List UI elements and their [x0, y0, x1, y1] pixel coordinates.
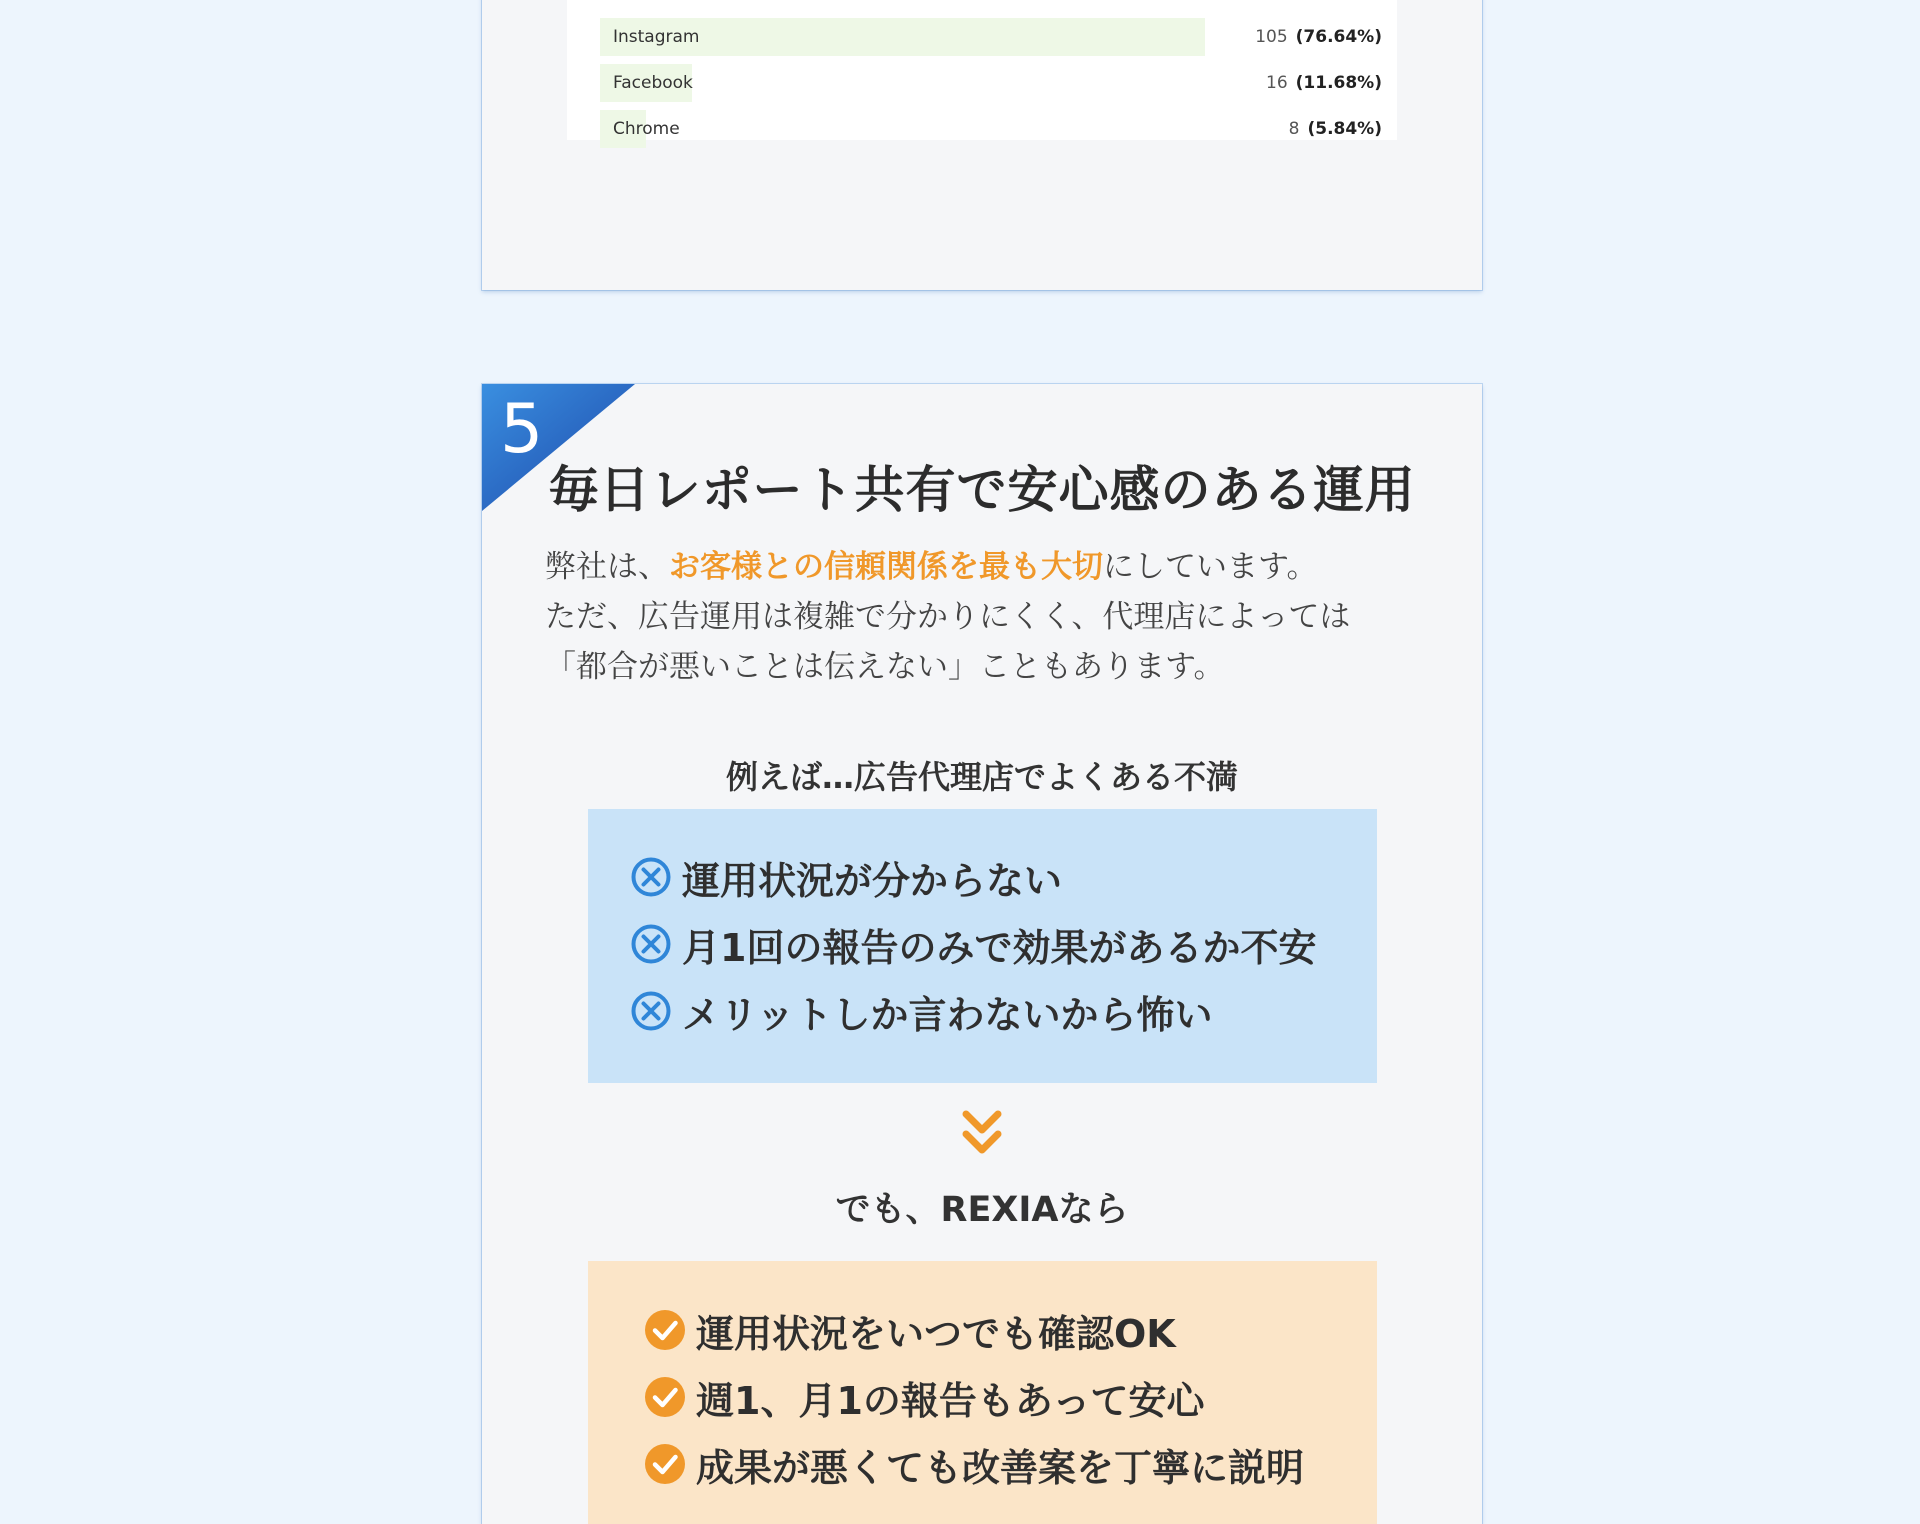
problems-box	[588, 809, 1377, 1083]
problem-item	[630, 914, 1316, 974]
stat-row-instagram	[600, 18, 1390, 56]
problem-text: 月1回の報告のみで効果があるか不安	[682, 925, 1317, 970]
intro-line-3: 「都合が悪いことは伝えない」こともあります。	[545, 649, 1225, 685]
x-circle-icon	[630, 856, 672, 898]
stat-row-chrome	[600, 110, 1390, 148]
check-circle-icon	[644, 1309, 686, 1351]
solution-text: 成果が悪くても改善案を丁寧に説明	[696, 1445, 1305, 1490]
solution-text: 運用状況をいつでも確認OK	[696, 1311, 1176, 1356]
stat-percent: (11.68%)	[1295, 73, 1382, 93]
solution-item	[644, 1434, 1304, 1494]
stat-percent: (5.84%)	[1307, 119, 1382, 139]
solutions-box	[588, 1261, 1377, 1524]
stat-value	[1266, 64, 1382, 102]
solution-item	[644, 1300, 1176, 1360]
traffic-sources-table	[567, 0, 1397, 140]
problems-heading: 例えば…広告代理店でよくある不満	[725, 758, 1238, 796]
intro-line-1	[545, 542, 1445, 592]
feature-card-5	[482, 384, 1482, 1524]
problem-text: 運用状況が分からない	[682, 858, 1063, 903]
stat-percent: (76.64%)	[1295, 27, 1382, 47]
stat-label: Facebook	[613, 73, 693, 93]
solution-item	[644, 1367, 1205, 1427]
check-circle-icon	[644, 1443, 686, 1485]
intro-highlight: お客様との信頼関係を最も大切	[669, 549, 1103, 585]
stat-count: 105	[1255, 27, 1288, 47]
stat-row-facebook	[600, 64, 1390, 102]
x-circle-icon	[630, 923, 672, 965]
solution-text: 週1、月1の報告もあって安心	[696, 1378, 1205, 1423]
stat-label: Chrome	[613, 119, 680, 139]
stat-count: 8	[1288, 119, 1300, 139]
problem-item	[630, 847, 1062, 907]
stat-value	[1289, 110, 1382, 148]
stat-label: Instagram	[613, 27, 700, 47]
problem-text: メリットしか言わないから怖い	[682, 992, 1213, 1037]
intro-text: にしています。	[1103, 549, 1318, 585]
bridge-text: でも、REXIAなら	[835, 1190, 1129, 1230]
feature-intro	[545, 542, 1445, 692]
stat-count: 16	[1266, 73, 1288, 93]
intro-text: 弊社は、	[545, 549, 669, 585]
stat-value	[1255, 18, 1382, 56]
x-circle-icon	[630, 990, 672, 1032]
traffic-sources-card	[482, 0, 1482, 290]
feature-title: 毎日レポート共有で安心感のある運用	[548, 461, 1416, 519]
feature-number: 5	[500, 390, 544, 469]
check-circle-icon	[644, 1376, 686, 1418]
problem-item	[630, 981, 1212, 1041]
intro-line-2: ただ、広告運用は複雑で分かりにくく、代理店によっては	[545, 599, 1351, 635]
double-chevron-down-icon	[960, 1108, 1004, 1158]
